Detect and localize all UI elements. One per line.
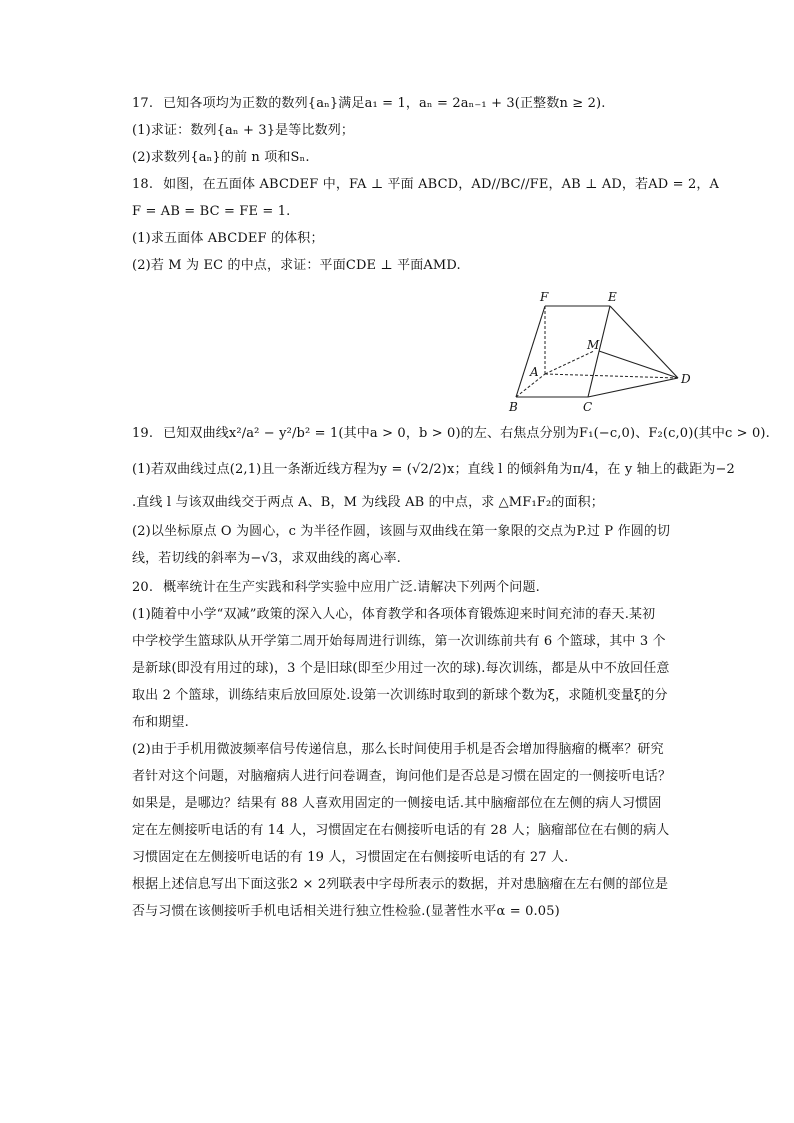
edge-ED: [610, 306, 678, 378]
q19-number: 19.: [132, 426, 154, 441]
q20-p2-line5: 习惯固定在左侧接听电话的有 19 人，习惯固定在右侧接听电话的有 27 人.: [132, 850, 569, 865]
q18-part2: (2)若 M 为 EC 的中点，求证：平面CDE ⊥ 平面AMD.: [132, 258, 461, 273]
label-M: M: [587, 338, 600, 352]
q19-text: 已知双曲线x²/a² − y²/b² = 1(其中a > 0，b > 0)的左、右焦点分别为F₁(−c,0)、F₂(c,0)(其中c > 0).: [163, 426, 770, 441]
edge-CD: [588, 378, 678, 397]
edge-AD: [545, 374, 678, 378]
q19-part1: (1)若双曲线过点(2,1)且一条渐近线方程为y = (√2/2)x；直线 l 的倾斜角为π/4，在 y 轴上的截距为−2: [132, 462, 735, 477]
q20-stem: [132, 578, 540, 598]
edge-FB: [516, 306, 545, 397]
q17-part1: (1)求证：数列{aₙ + 3}是等比数列；: [132, 123, 355, 138]
q18-stem: [132, 175, 719, 195]
edge-AM: [545, 351, 594, 374]
edge-MD: [599, 351, 678, 378]
q20-p2-line3: 如果是，是哪边？结果有 88 人喜欢用固定的一侧接电话.其中脑瘤部位在左侧的病人习惯固: [132, 796, 662, 811]
q20-p2-line1: (2)由于手机用微波频率信号传递信息，那么长时间使用手机是否会增加得脑瘤的概率？研究: [132, 742, 664, 757]
q20-p2-line6: 根据上述信息写出下面这张2 × 2列联表中字母所表示的数据，并对患脑瘤在左右侧的部位是: [132, 877, 669, 892]
q17-part2: (2)求数列{aₙ}的前 n 项和Sₙ.: [132, 150, 310, 165]
q18-part1: (1)求五面体 ABCDEF 的体积；: [132, 231, 324, 246]
label-F: F: [540, 290, 549, 304]
q17-stem: [132, 94, 606, 114]
pentahedron-figure: [500, 286, 710, 418]
q18-text: 如图，在五面体 ABCDEF 中，FA ⊥ 平面 ABCD，AD//BC//FE，AB ⊥ AD，若AD = 2，A: [163, 177, 720, 192]
q20-p1-line3: 是新球(即没有用过的球)，3 个是旧球(即至少用过一次的球).每次训练，都是从中不放回任意: [132, 661, 670, 676]
q20-number: 20.: [132, 580, 154, 595]
q17-text: 已知各项均为正数的数列{aₙ}满足a₁ = 1，aₙ = 2aₙ₋₁ + 3(正整数n ≥ 2).: [163, 96, 606, 111]
pentahedron-diagram: [500, 286, 710, 418]
q20-p1-line1: (1)随着中小学“双减”政策的深入人心，体育教学和各项体育锻炼迎来时间充沛的春天.某初: [132, 607, 656, 622]
q20-p1-line4: 取出 2 个篮球，训练结束后放回原处.设第一次训练时取到的新球个数为ξ，求随机变量ξ的分: [132, 688, 668, 703]
label-B: B: [509, 400, 518, 414]
q19-stem: [132, 424, 770, 444]
q18-number: 18.: [132, 177, 154, 192]
q20-p1-line5: 布和期望.: [132, 715, 189, 730]
q20-p2-line7: 否与习惯在该侧接听手机电话相关进行独立性检验.(显著性水平α = 0.05): [132, 904, 560, 919]
label-C: C: [583, 400, 593, 414]
q20-p1-line2: 中学校学生篮球队从开学第二周开始每周进行训练，第一次训练前共有 6 个篮球，其中 3 个: [132, 634, 666, 649]
q20-p2-line4: 定在左侧接听电话的有 14 人，习惯固定在右侧接听电话的有 28 人；脑瘤部位在右侧的病人: [132, 823, 670, 838]
q19-part2-cont: 线，若切线的斜率为−√3，求双曲线的离心率.: [132, 551, 401, 566]
q17-number: 17.: [132, 96, 154, 111]
q20-text: 概率统计在生产实践和科学实验中应用广泛.请解决下列两个问题.: [163, 580, 540, 595]
q19-part2: (2)以坐标原点 O 为圆心，c 为半径作圆，该圆与双曲线在第一象限的交点为P.过 P 作圆的切: [132, 524, 671, 539]
q19-part1-cont: .直线 l 与该双曲线交于两点 A、B，M 为线段 AB 的中点，求 △MF₁F₂的面积；: [132, 495, 604, 510]
q20-p2-line2: 者针对这个问题，对脑瘤病人进行问卷调查，询问他们是否总是习惯在固定的一侧接听电话？: [132, 769, 672, 784]
label-D: D: [681, 372, 691, 386]
label-A: A: [530, 365, 539, 379]
q18-stem-cont: F = AB = BC = FE = 1.: [132, 204, 291, 219]
label-E: E: [608, 290, 617, 304]
